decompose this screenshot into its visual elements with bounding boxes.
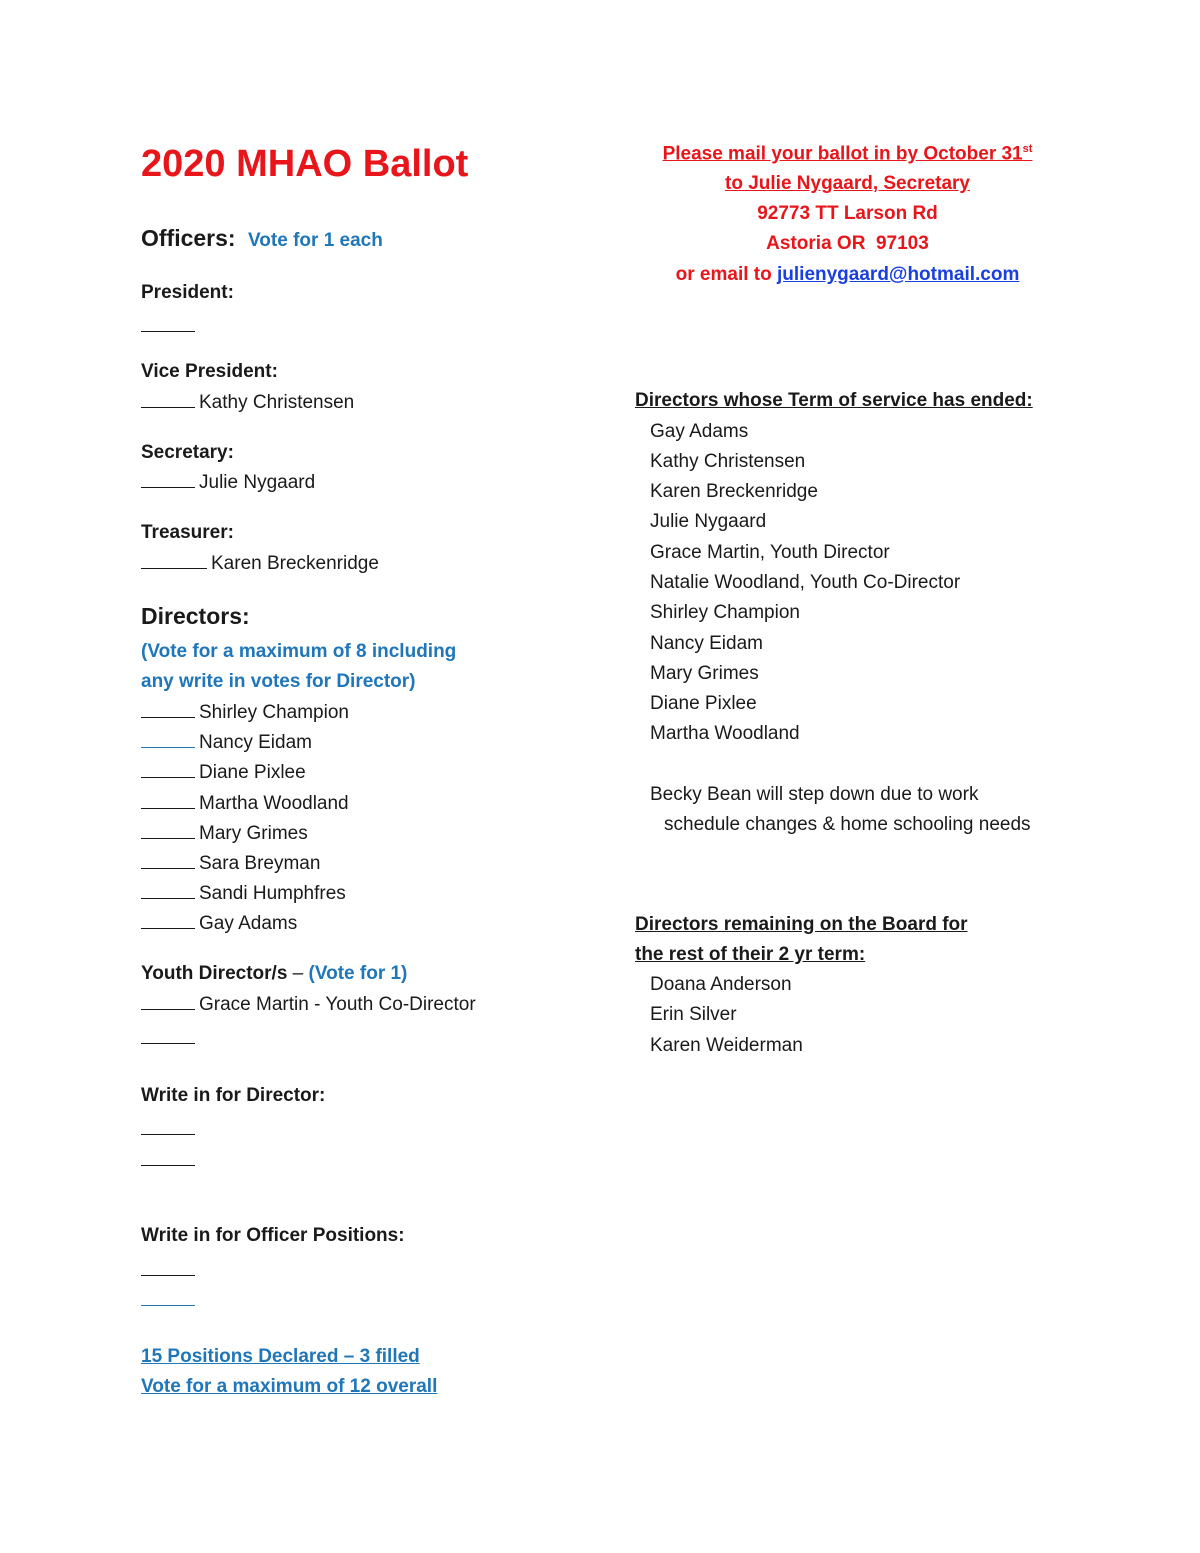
remaining-heading-2: the rest of their 2 yr term: xyxy=(635,944,866,965)
director-blank[interactable] xyxy=(141,807,195,809)
mail-city: Astoria OR 97103 xyxy=(766,233,929,254)
ended-name: Diane Pixlee xyxy=(650,693,757,714)
director-candidate: Diane Pixlee xyxy=(199,762,306,783)
write-in-officer-blank[interactable] xyxy=(141,1305,195,1306)
treasurer-row xyxy=(141,553,379,575)
ended-name: Mary Grimes xyxy=(650,663,759,684)
ballot-title: 2020 MHAO Ballot xyxy=(141,143,469,185)
youth-director-heading xyxy=(141,963,407,985)
ended-name: Julie Nygaard xyxy=(650,511,767,532)
ended-name: Natalie Woodland, Youth Co-Director xyxy=(650,572,961,593)
write-in-officer-blank[interactable] xyxy=(141,1275,195,1276)
director-row xyxy=(141,702,349,724)
secretary-row xyxy=(141,472,315,494)
ended-heading: Directors whose Term of service has ended: xyxy=(635,390,1033,411)
director-candidate: Gay Adams xyxy=(199,913,298,934)
director-row xyxy=(141,732,312,754)
director-blank[interactable] xyxy=(141,927,195,929)
director-candidate: Sandi Humphfres xyxy=(199,883,346,904)
secretary-candidate: Julie Nygaard xyxy=(199,472,316,493)
vice-president-label: Vice President: xyxy=(141,361,278,382)
director-row xyxy=(141,853,320,875)
mail-deadline xyxy=(620,143,1075,165)
ended-name: Gay Adams xyxy=(650,421,749,442)
president-blank[interactable] xyxy=(141,331,195,332)
director-row xyxy=(141,823,308,845)
ended-name: Nancy Eidam xyxy=(650,633,763,654)
youth-write-in-blank[interactable] xyxy=(141,1043,195,1044)
officers-label: Officers: xyxy=(141,225,236,251)
director-blank[interactable] xyxy=(141,716,195,718)
mail-email-prefix: or email to xyxy=(675,264,777,285)
step-down-note-1: Becky Bean will step down due to work xyxy=(650,784,979,805)
remaining-name: Karen Weiderman xyxy=(650,1035,803,1056)
officers-note: Vote for 1 each xyxy=(248,230,383,251)
director-blank[interactable] xyxy=(141,867,195,869)
youth-row xyxy=(141,994,476,1016)
officers-heading xyxy=(141,225,383,252)
director-candidate: Mary Grimes xyxy=(199,823,308,844)
ended-name: Karen Breckenridge xyxy=(650,481,818,502)
treasurer-candidate: Karen Breckenridge xyxy=(211,553,379,574)
director-row xyxy=(141,883,346,905)
director-candidate: Sara Breyman xyxy=(199,853,321,874)
write-in-director-blank[interactable] xyxy=(141,1134,195,1135)
director-blank[interactable] xyxy=(141,746,195,748)
write-in-director-blank[interactable] xyxy=(141,1165,195,1166)
email-link[interactable]: julienygaard@hotmail.com xyxy=(777,264,1020,285)
write-in-officer-label: Write in for Officer Positions: xyxy=(141,1225,405,1246)
ended-name: Shirley Champion xyxy=(650,602,800,623)
directors-note-2: any write in votes for Director) xyxy=(141,671,416,692)
mail-deadline-text: Please mail your ballot in by October 31 xyxy=(662,143,1023,165)
remaining-heading-1: Directors remaining on the Board for xyxy=(635,914,968,935)
remaining-name: Doana Anderson xyxy=(650,974,792,995)
summary-max-votes: Vote for a maximum of 12 overall xyxy=(141,1376,438,1397)
director-candidate: Martha Woodland xyxy=(199,793,349,814)
director-row xyxy=(141,913,297,935)
mail-street: 92773 TT Larson Rd xyxy=(757,203,938,224)
director-candidate: Shirley Champion xyxy=(199,702,349,723)
director-row xyxy=(141,793,349,815)
director-row xyxy=(141,762,306,784)
vice-president-row xyxy=(141,392,354,414)
youth-dash: – xyxy=(287,963,309,984)
youth-director-label: Youth Director/s xyxy=(141,963,288,984)
youth-note: (Vote for 1) xyxy=(308,963,408,984)
step-down-note-2: schedule changes & home schooling needs xyxy=(664,814,1031,835)
director-candidate: Nancy Eidam xyxy=(199,732,312,753)
secretary-label: Secretary: xyxy=(141,442,234,463)
ended-name: Martha Woodland xyxy=(650,723,800,744)
vice-president-candidate: Kathy Christensen xyxy=(199,392,355,413)
write-in-director-label: Write in for Director: xyxy=(141,1085,326,1106)
mail-email-line xyxy=(620,264,1075,286)
ended-name: Kathy Christensen xyxy=(650,451,806,472)
director-blank[interactable] xyxy=(141,897,195,899)
president-label: President: xyxy=(141,282,234,303)
directors-note-1: (Vote for a maximum of 8 including xyxy=(141,641,457,662)
director-blank[interactable] xyxy=(141,837,195,839)
treasurer-blank[interactable] xyxy=(141,567,207,569)
secretary-blank[interactable] xyxy=(141,486,195,488)
summary-positions: 15 Positions Declared – 3 filled xyxy=(141,1346,420,1367)
director-blank[interactable] xyxy=(141,776,195,778)
treasurer-label: Treasurer: xyxy=(141,522,234,543)
directors-heading: Directors: xyxy=(141,603,250,629)
ended-name: Grace Martin, Youth Director xyxy=(650,542,890,563)
mail-deadline-sup: st xyxy=(1022,143,1033,155)
vice-president-blank[interactable] xyxy=(141,406,195,408)
remaining-name: Erin Silver xyxy=(650,1004,737,1025)
youth-blank[interactable] xyxy=(141,1008,195,1010)
mail-recipient: to Julie Nygaard, Secretary xyxy=(725,173,970,194)
youth-candidate: Grace Martin - Youth Co-Director xyxy=(199,994,476,1015)
